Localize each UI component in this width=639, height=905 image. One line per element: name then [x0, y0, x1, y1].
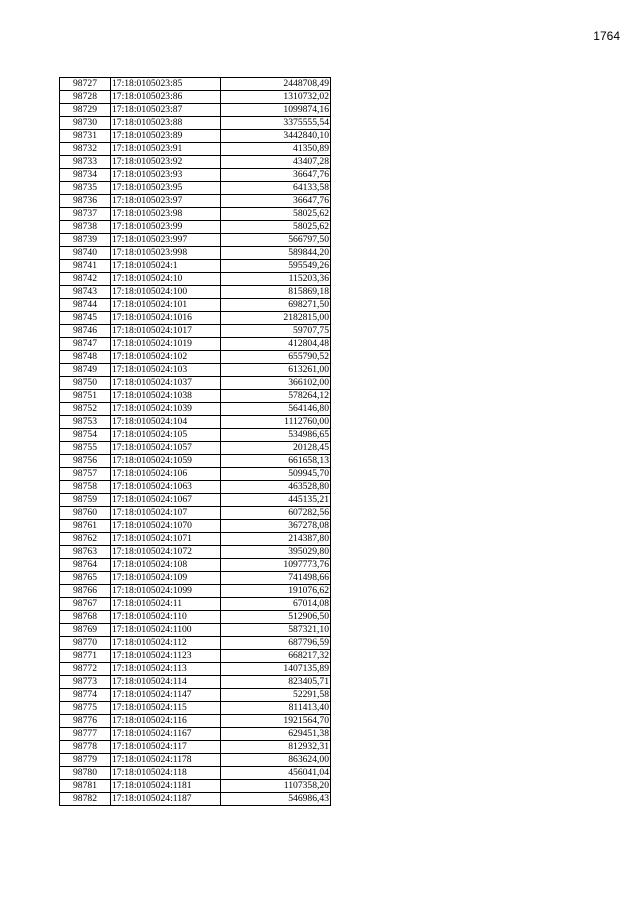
cadastral-number-cell: 17:18:0105023:97 [111, 195, 221, 208]
table-row [60, 585, 331, 598]
cadastral-number-cell: 17:18:0105024:1019 [111, 338, 221, 351]
table-row [60, 351, 331, 364]
table-row [60, 429, 331, 442]
table-row [60, 221, 331, 234]
row-number-cell: 98730 [60, 117, 111, 130]
row-number-cell: 98776 [60, 715, 111, 728]
value-cell: 564146,80 [221, 403, 331, 416]
row-number-cell: 98733 [60, 156, 111, 169]
row-number-cell: 98773 [60, 676, 111, 689]
table-row [60, 182, 331, 195]
table-row [60, 130, 331, 143]
value-cell: 3442840,10 [221, 130, 331, 143]
cadastral-number-cell: 17:18:0105024:1181 [111, 780, 221, 793]
value-cell: 512906,50 [221, 611, 331, 624]
cadastral-number-cell: 17:18:0105024:1063 [111, 481, 221, 494]
page-number: 1764 [593, 29, 620, 43]
value-cell: 1097773,76 [221, 559, 331, 572]
cadastral-number-cell: 17:18:0105024:1067 [111, 494, 221, 507]
table-row [60, 624, 331, 637]
row-number-cell: 98753 [60, 416, 111, 429]
table-row [60, 299, 331, 312]
row-number-cell: 98760 [60, 507, 111, 520]
row-number-cell: 98765 [60, 572, 111, 585]
value-cell: 115203,36 [221, 273, 331, 286]
cadastral-number-cell: 17:18:0105024:1039 [111, 403, 221, 416]
table-row [60, 364, 331, 377]
table-row [60, 728, 331, 741]
row-number-cell: 98740 [60, 247, 111, 260]
cadastral-number-cell: 17:18:0105024:102 [111, 351, 221, 364]
data-table [59, 77, 331, 806]
cadastral-number-cell: 17:18:0105024:108 [111, 559, 221, 572]
value-cell: 41350,89 [221, 143, 331, 156]
value-cell: 509945,70 [221, 468, 331, 481]
table-row [60, 390, 331, 403]
value-cell: 863624,00 [221, 754, 331, 767]
value-cell: 629451,38 [221, 728, 331, 741]
table-row [60, 598, 331, 611]
table-row [60, 260, 331, 273]
table-row [60, 650, 331, 663]
cadastral-number-cell: 17:18:0105024:103 [111, 364, 221, 377]
value-cell: 64133,58 [221, 182, 331, 195]
value-cell: 445135,21 [221, 494, 331, 507]
value-cell: 1407135,89 [221, 663, 331, 676]
cadastral-number-cell: 17:18:0105023:998 [111, 247, 221, 260]
row-number-cell: 98761 [60, 520, 111, 533]
value-cell: 823405,71 [221, 676, 331, 689]
row-number-cell: 98735 [60, 182, 111, 195]
cadastral-number-cell: 17:18:0105024:1016 [111, 312, 221, 325]
value-cell: 2448708,49 [221, 78, 331, 91]
table-row [60, 741, 331, 754]
table-row [60, 754, 331, 767]
value-cell: 52291,58 [221, 689, 331, 702]
row-number-cell: 98731 [60, 130, 111, 143]
table-row [60, 416, 331, 429]
table-row [60, 247, 331, 260]
value-cell: 534986,65 [221, 429, 331, 442]
row-number-cell: 98767 [60, 598, 111, 611]
row-number-cell: 98739 [60, 234, 111, 247]
row-number-cell: 98758 [60, 481, 111, 494]
cadastral-number-cell: 17:18:0105024:117 [111, 741, 221, 754]
cadastral-number-cell: 17:18:0105024:1037 [111, 377, 221, 390]
row-number-cell: 98755 [60, 442, 111, 455]
row-number-cell: 98746 [60, 325, 111, 338]
value-cell: 741498,66 [221, 572, 331, 585]
cadastral-number-cell: 17:18:0105024:107 [111, 507, 221, 520]
cadastral-number-cell: 17:18:0105024:114 [111, 676, 221, 689]
table-row [60, 286, 331, 299]
value-cell: 687796,59 [221, 637, 331, 650]
value-cell: 456041,04 [221, 767, 331, 780]
value-cell: 214387,80 [221, 533, 331, 546]
value-cell: 36647,76 [221, 195, 331, 208]
cadastral-number-cell: 17:18:0105024:1187 [111, 793, 221, 806]
table-row [60, 767, 331, 780]
row-number-cell: 98780 [60, 767, 111, 780]
value-cell: 3375555,54 [221, 117, 331, 130]
value-cell: 587321,10 [221, 624, 331, 637]
row-number-cell: 98754 [60, 429, 111, 442]
table-row [60, 468, 331, 481]
cadastral-number-cell: 17:18:0105024:1070 [111, 520, 221, 533]
table-row [60, 91, 331, 104]
cadastral-number-cell: 17:18:0105024:106 [111, 468, 221, 481]
cadastral-number-cell: 17:18:0105023:997 [111, 234, 221, 247]
row-number-cell: 98752 [60, 403, 111, 416]
cadastral-number-cell: 17:18:0105024:1017 [111, 325, 221, 338]
cadastral-number-cell: 17:18:0105023:91 [111, 143, 221, 156]
row-number-cell: 98747 [60, 338, 111, 351]
cadastral-number-cell: 17:18:0105023:86 [111, 91, 221, 104]
cadastral-number-cell: 17:18:0105023:92 [111, 156, 221, 169]
row-number-cell: 98744 [60, 299, 111, 312]
table-row [60, 637, 331, 650]
cadastral-number-cell: 17:18:0105024:101 [111, 299, 221, 312]
value-cell: 59707,75 [221, 325, 331, 338]
value-cell: 2182815,00 [221, 312, 331, 325]
table-row [60, 104, 331, 117]
row-number-cell: 98768 [60, 611, 111, 624]
cadastral-number-cell: 17:18:0105024:1059 [111, 455, 221, 468]
value-cell: 67014,08 [221, 598, 331, 611]
table-row [60, 117, 331, 130]
cadastral-number-cell: 17:18:0105024:100 [111, 286, 221, 299]
cadastral-number-cell: 17:18:0105023:98 [111, 208, 221, 221]
row-number-cell: 98763 [60, 546, 111, 559]
cadastral-number-cell: 17:18:0105024:11 [111, 598, 221, 611]
value-cell: 395029,80 [221, 546, 331, 559]
cadastral-number-cell: 17:18:0105024:1099 [111, 585, 221, 598]
row-number-cell: 98782 [60, 793, 111, 806]
cadastral-number-cell: 17:18:0105024:1123 [111, 650, 221, 663]
row-number-cell: 98748 [60, 351, 111, 364]
table-body [60, 78, 331, 806]
cadastral-number-cell: 17:18:0105023:93 [111, 169, 221, 182]
row-number-cell: 98779 [60, 754, 111, 767]
table-row [60, 546, 331, 559]
value-cell: 566797,50 [221, 234, 331, 247]
table-row [60, 403, 331, 416]
value-cell: 367278,08 [221, 520, 331, 533]
row-number-cell: 98766 [60, 585, 111, 598]
value-cell: 546986,43 [221, 793, 331, 806]
cadastral-number-cell: 17:18:0105024:1071 [111, 533, 221, 546]
table-row [60, 195, 331, 208]
value-cell: 811413,40 [221, 702, 331, 715]
row-number-cell: 98756 [60, 455, 111, 468]
cadastral-number-cell: 17:18:0105024:1178 [111, 754, 221, 767]
cadastral-number-cell: 17:18:0105024:109 [111, 572, 221, 585]
cadastral-number-cell: 17:18:0105023:87 [111, 104, 221, 117]
table-row [60, 273, 331, 286]
value-cell: 578264,12 [221, 390, 331, 403]
row-number-cell: 98727 [60, 78, 111, 91]
table-row [60, 702, 331, 715]
cadastral-number-cell: 17:18:0105024:10 [111, 273, 221, 286]
cadastral-number-cell: 17:18:0105024:1100 [111, 624, 221, 637]
row-number-cell: 98774 [60, 689, 111, 702]
row-number-cell: 98757 [60, 468, 111, 481]
table-row [60, 533, 331, 546]
value-cell: 43407,28 [221, 156, 331, 169]
row-number-cell: 98770 [60, 637, 111, 650]
value-cell: 58025,62 [221, 221, 331, 234]
value-cell: 613261,00 [221, 364, 331, 377]
value-cell: 36647,76 [221, 169, 331, 182]
cadastral-number-cell: 17:18:0105024:113 [111, 663, 221, 676]
cadastral-number-cell: 17:18:0105023:95 [111, 182, 221, 195]
row-number-cell: 98749 [60, 364, 111, 377]
value-cell: 20128,45 [221, 442, 331, 455]
cadastral-number-cell: 17:18:0105024:112 [111, 637, 221, 650]
table-row [60, 377, 331, 390]
table-row [60, 611, 331, 624]
cadastral-number-cell: 17:18:0105024:1057 [111, 442, 221, 455]
table-row [60, 507, 331, 520]
row-number-cell: 98769 [60, 624, 111, 637]
value-cell: 366102,00 [221, 377, 331, 390]
value-cell: 1099874,16 [221, 104, 331, 117]
row-number-cell: 98751 [60, 390, 111, 403]
row-number-cell: 98759 [60, 494, 111, 507]
cadastral-number-cell: 17:18:0105024:105 [111, 429, 221, 442]
table-row [60, 143, 331, 156]
row-number-cell: 98728 [60, 91, 111, 104]
row-number-cell: 98741 [60, 260, 111, 273]
row-number-cell: 98745 [60, 312, 111, 325]
value-cell: 191076,62 [221, 585, 331, 598]
row-number-cell: 98732 [60, 143, 111, 156]
value-cell: 655790,52 [221, 351, 331, 364]
row-number-cell: 98737 [60, 208, 111, 221]
row-number-cell: 98772 [60, 663, 111, 676]
table-row [60, 208, 331, 221]
cadastral-number-cell: 17:18:0105024:118 [111, 767, 221, 780]
table-row [60, 676, 331, 689]
value-cell: 1107358,20 [221, 780, 331, 793]
row-number-cell: 98738 [60, 221, 111, 234]
table-row [60, 312, 331, 325]
table-row [60, 455, 331, 468]
cadastral-number-cell: 17:18:0105023:89 [111, 130, 221, 143]
table-row [60, 689, 331, 702]
value-cell: 1310732,02 [221, 91, 331, 104]
table-row [60, 559, 331, 572]
value-cell: 58025,62 [221, 208, 331, 221]
cadastral-number-cell: 17:18:0105024:1167 [111, 728, 221, 741]
value-cell: 607282,56 [221, 507, 331, 520]
value-cell: 698271,50 [221, 299, 331, 312]
row-number-cell: 98742 [60, 273, 111, 286]
row-number-cell: 98743 [60, 286, 111, 299]
cadastral-number-cell: 17:18:0105024:1147 [111, 689, 221, 702]
table-row [60, 234, 331, 247]
row-number-cell: 98750 [60, 377, 111, 390]
value-cell: 589844,20 [221, 247, 331, 260]
cadastral-number-cell: 17:18:0105023:99 [111, 221, 221, 234]
value-cell: 661658,13 [221, 455, 331, 468]
row-number-cell: 98777 [60, 728, 111, 741]
value-cell: 1921564,70 [221, 715, 331, 728]
cadastral-number-cell: 17:18:0105024:115 [111, 702, 221, 715]
row-number-cell: 98736 [60, 195, 111, 208]
value-cell: 1112760,00 [221, 416, 331, 429]
row-number-cell: 98778 [60, 741, 111, 754]
cadastral-number-cell: 17:18:0105023:88 [111, 117, 221, 130]
table-row [60, 494, 331, 507]
row-number-cell: 98762 [60, 533, 111, 546]
row-number-cell: 98734 [60, 169, 111, 182]
value-cell: 668217,32 [221, 650, 331, 663]
table-row [60, 520, 331, 533]
table-row [60, 663, 331, 676]
cadastral-number-cell: 17:18:0105023:85 [111, 78, 221, 91]
table-row [60, 442, 331, 455]
value-cell: 463528,80 [221, 481, 331, 494]
table-row [60, 481, 331, 494]
cadastral-number-cell: 17:18:0105024:1038 [111, 390, 221, 403]
cadastral-number-cell: 17:18:0105024:110 [111, 611, 221, 624]
row-number-cell: 98764 [60, 559, 111, 572]
value-cell: 595549,26 [221, 260, 331, 273]
value-cell: 815869,18 [221, 286, 331, 299]
row-number-cell: 98771 [60, 650, 111, 663]
table-row [60, 715, 331, 728]
table-row [60, 156, 331, 169]
cadastral-number-cell: 17:18:0105024:104 [111, 416, 221, 429]
table-row [60, 793, 331, 806]
row-number-cell: 98775 [60, 702, 111, 715]
cadastral-number-cell: 17:18:0105024:1072 [111, 546, 221, 559]
table-row [60, 325, 331, 338]
value-cell: 812932,31 [221, 741, 331, 754]
cadastral-number-cell: 17:18:0105024:1 [111, 260, 221, 273]
table-row [60, 78, 331, 91]
table-row [60, 572, 331, 585]
value-cell: 412804,48 [221, 338, 331, 351]
table-row [60, 338, 331, 351]
table-row [60, 780, 331, 793]
table-row [60, 169, 331, 182]
row-number-cell: 98781 [60, 780, 111, 793]
cadastral-number-cell: 17:18:0105024:116 [111, 715, 221, 728]
row-number-cell: 98729 [60, 104, 111, 117]
